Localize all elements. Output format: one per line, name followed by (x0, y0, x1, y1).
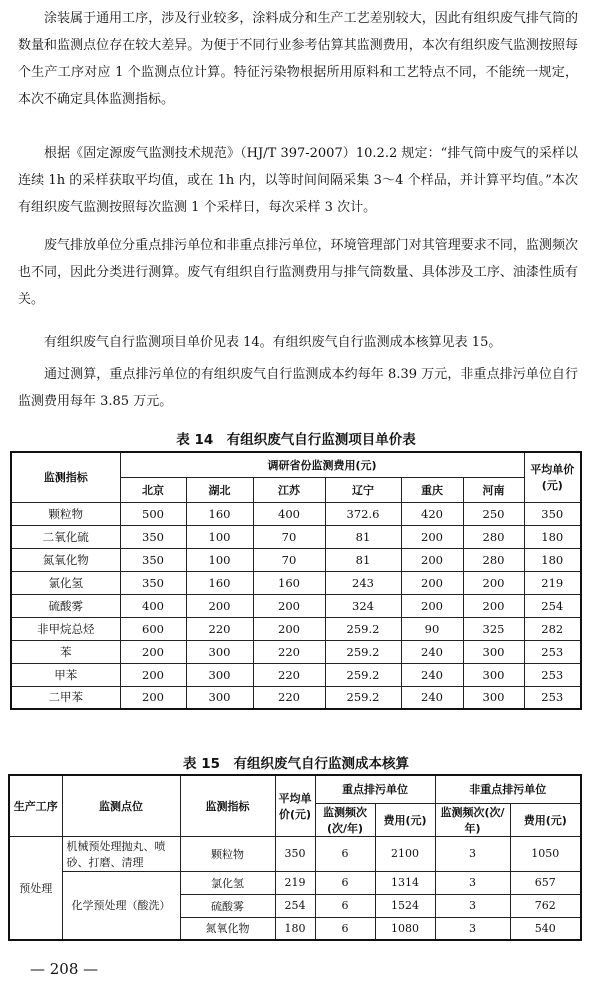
t14-header-indicator: 监测指标 (11, 452, 120, 502)
t14-value-cell: 220 (253, 640, 325, 663)
t14-value-cell: 300 (186, 686, 253, 709)
t15-header-nonkey-unit: 非重点排污单位 (435, 775, 581, 803)
t15-nonkey-freq-cell: 3 (435, 894, 510, 917)
t15-nonkey-freq-cell: 3 (435, 871, 510, 894)
t14-value-cell: 220 (253, 663, 325, 686)
t14-indicator-cell: 二氧化硫 (11, 525, 120, 548)
paragraph-1: 涂装属于通用工序，涉及行业较多，涂料成分和生产工艺差别较大，因此有组织废气排气筒的数量和监测点位存在较大差异。为便于不同行业参考估算其监测费用，本次有组织废气监测按照每个生产工序对应 1 个监测点位计算。特征污染物根据所用原料和工艺特点不同，不能统一规定，本次不确定具体监测指标。 (18, 11, 578, 107)
t14-avg-cell: 180 (524, 525, 581, 548)
t14-header-province: 江苏 (253, 477, 325, 502)
t15-key-cost-cell: 2100 (375, 836, 435, 871)
t14-row (11, 640, 581, 663)
t14-value-cell: 400 (253, 502, 325, 525)
t14-header-province: 湖北 (186, 477, 253, 502)
t15-indicator-cell: 颗粒物 (180, 836, 275, 871)
t15-nonkey-cost-cell: 762 (510, 894, 581, 917)
t14-indicator-cell: 氮氧化物 (11, 548, 120, 571)
t14-value-cell: 160 (186, 571, 253, 594)
t14-avg-cell: 254 (524, 594, 581, 617)
t15-header-process: 生产工序 (9, 775, 62, 836)
t14-value-cell: 280 (463, 525, 524, 548)
t14-row (11, 594, 581, 617)
t15-nonkey-freq-cell: 3 (435, 917, 510, 940)
t14-indicator-cell: 硫酸雾 (11, 594, 120, 617)
t14-value-cell: 160 (253, 571, 325, 594)
t14-value-cell: 200 (253, 594, 325, 617)
t14-indicator-cell: 氯化氢 (11, 571, 120, 594)
t15-price-cell: 219 (275, 871, 315, 894)
t14-value-cell: 81 (325, 525, 401, 548)
t14-value-cell: 600 (120, 617, 186, 640)
t14-value-cell: 240 (401, 640, 463, 663)
t15-key-cost-cell: 1080 (375, 917, 435, 940)
t14-value-cell: 300 (186, 640, 253, 663)
paragraph-4: 有组织废气自行监测项目单价见表 14。有组织废气自行监测成本核算见表 15。 (44, 335, 502, 350)
t14-value-cell: 100 (186, 548, 253, 571)
t14-avg-cell: 350 (524, 502, 581, 525)
t14-value-cell: 280 (463, 548, 524, 571)
t15-process-cell: 预处理 (9, 836, 62, 940)
t14-indicator-cell: 非甲烷总烃 (11, 617, 120, 640)
t15-nonkey-cost-cell: 540 (510, 917, 581, 940)
t14-value-cell: 300 (463, 640, 524, 663)
t14-value-cell: 324 (325, 594, 401, 617)
t14-value-cell: 300 (463, 686, 524, 709)
t15-price-cell: 254 (275, 894, 315, 917)
t14-value-cell: 500 (120, 502, 186, 525)
t15-price-cell: 350 (275, 836, 315, 871)
t15-header-nonkey-freq: 监测频次(次/年) (435, 803, 510, 836)
t15-nonkey-cost-cell: 657 (510, 871, 581, 894)
table14 (10, 451, 582, 710)
t14-value-cell: 350 (120, 571, 186, 594)
paragraph-5: 通过测算，重点排污单位的有组织废气自行监测成本约每年 8.39 万元，非重点排污单位自行监测费用每年 3.85 万元。 (18, 367, 578, 409)
t15-key-freq-cell: 6 (315, 836, 375, 871)
t15-indicator-cell: 硫酸雾 (180, 894, 275, 917)
t14-header-province: 辽宁 (325, 477, 401, 502)
t14-value-cell: 200 (120, 686, 186, 709)
t14-row (11, 617, 581, 640)
t14-value-cell: 240 (401, 686, 463, 709)
t14-value-cell: 200 (463, 571, 524, 594)
t14-value-cell: 100 (186, 525, 253, 548)
t14-header-province: 河南 (463, 477, 524, 502)
t14-value-cell: 259.2 (325, 617, 401, 640)
t14-value-cell: 420 (401, 502, 463, 525)
t14-row (11, 502, 581, 525)
t14-avg-cell: 282 (524, 617, 581, 640)
t15-indicator-cell: 氯化氢 (180, 871, 275, 894)
paragraph-3: 废气排放单位分重点排污单位和非重点排污单位，环境管理部门对其管理要求不同，监测频次也不同，因此分类进行测算。废气有组织自行监测费用与排气筒数量、具体涉及工序、油漆性质有关。 (18, 238, 578, 307)
table15-caption: 表 15 有组织废气自行监测成本核算 (183, 756, 409, 772)
t15-header-key-unit: 重点排污单位 (315, 775, 435, 803)
t15-price-cell: 180 (275, 917, 315, 940)
t14-indicator-cell: 颗粒物 (11, 502, 120, 525)
t14-avg-cell: 219 (524, 571, 581, 594)
t14-value-cell: 70 (253, 548, 325, 571)
t14-value-cell: 200 (401, 571, 463, 594)
page-number: — 208 — (30, 960, 99, 978)
t14-value-cell: 200 (120, 663, 186, 686)
t15-indicator-cell: 氮氧化物 (180, 917, 275, 940)
t14-value-cell: 90 (401, 617, 463, 640)
t14-value-cell: 325 (463, 617, 524, 640)
t15-header-indicator: 监测指标 (180, 775, 275, 836)
t14-header-province: 北京 (120, 477, 186, 502)
t14-indicator-cell: 二甲苯 (11, 686, 120, 709)
t14-value-cell: 250 (463, 502, 524, 525)
t14-value-cell: 200 (401, 594, 463, 617)
t14-avg-cell: 253 (524, 640, 581, 663)
t15-header-avg-price: 平均单价(元) (275, 775, 315, 836)
t14-row (11, 571, 581, 594)
t15-point-cell: 机械预处理抛丸、喷砂、打磨、清理 (62, 836, 180, 871)
t14-row (11, 548, 581, 571)
t14-indicator-cell: 苯 (11, 640, 120, 663)
t14-value-cell: 350 (120, 548, 186, 571)
t14-value-cell: 300 (186, 663, 253, 686)
t15-nonkey-freq-cell: 3 (435, 836, 510, 871)
t14-row (11, 663, 581, 686)
t14-avg-cell: 253 (524, 663, 581, 686)
t14-value-cell: 220 (186, 617, 253, 640)
t14-value-cell: 200 (401, 525, 463, 548)
t14-header-group: 调研省份监测费用(元) (120, 452, 524, 477)
t14-avg-cell: 180 (524, 548, 581, 571)
t15-point-cell: 化学预处理（酸洗） (62, 871, 180, 940)
t14-value-cell: 81 (325, 548, 401, 571)
t14-row (11, 686, 581, 709)
t14-header-province: 重庆 (401, 477, 463, 502)
t14-value-cell: 372.6 (325, 502, 401, 525)
t15-nonkey-cost-cell: 1050 (510, 836, 581, 871)
t14-avg-cell: 253 (524, 686, 581, 709)
paragraph-2: 根据《固定源废气监测技术规范》（HJ/T 397-2007）10.2.2 规定：“排气筒中废气的采样以连续 1h 的采样获取平均值，或在 1h 内，以等时间间隔采集 3～4 个样品，并计算平均值。”本次有组织废气监测按照每次监测 1 个采样日，每次采样 3 次计。 (18, 146, 578, 215)
t14-value-cell: 200 (401, 548, 463, 571)
t14-value-cell: 243 (325, 571, 401, 594)
t15-header-point: 监测点位 (62, 775, 180, 836)
t14-row (11, 525, 581, 548)
t14-value-cell: 200 (253, 617, 325, 640)
t15-key-freq-cell: 6 (315, 894, 375, 917)
t14-value-cell: 200 (186, 594, 253, 617)
table15 (8, 774, 582, 941)
t15-key-freq-cell: 6 (315, 871, 375, 894)
t15-header-key-cost: 费用(元) (375, 803, 435, 836)
t15-key-freq-cell: 6 (315, 917, 375, 940)
t14-value-cell: 220 (253, 686, 325, 709)
t14-value-cell: 200 (120, 640, 186, 663)
table14-caption: 表 14 有组织废气自行监测项目单价表 (176, 432, 416, 448)
t14-value-cell: 240 (401, 663, 463, 686)
t14-indicator-cell: 甲苯 (11, 663, 120, 686)
t14-value-cell: 300 (463, 663, 524, 686)
t14-value-cell: 259.2 (325, 640, 401, 663)
t14-value-cell: 160 (186, 502, 253, 525)
t14-value-cell: 350 (120, 525, 186, 548)
t14-value-cell: 259.2 (325, 686, 401, 709)
t15-header-key-freq: 监测频次(次/年) (315, 803, 375, 836)
t14-value-cell: 259.2 (325, 663, 401, 686)
t14-value-cell: 200 (463, 594, 524, 617)
t15-key-cost-cell: 1524 (375, 894, 435, 917)
t15-key-cost-cell: 1314 (375, 871, 435, 894)
t14-header-avg: 平均单价(元) (524, 452, 581, 502)
t15-header-nonkey-cost: 费用(元) (510, 803, 581, 836)
t14-value-cell: 400 (120, 594, 186, 617)
t14-value-cell: 70 (253, 525, 325, 548)
